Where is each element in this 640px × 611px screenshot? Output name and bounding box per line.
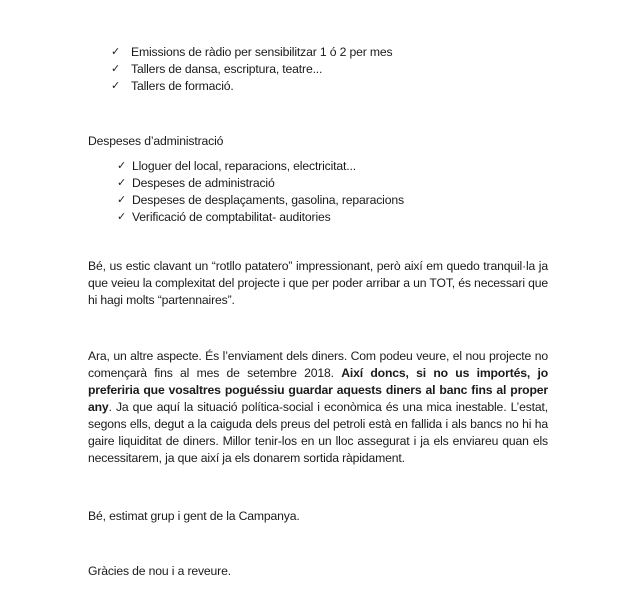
admin-expenses-heading: Despeses d’administració xyxy=(88,134,224,148)
paragraph-text: . Ja que aquí la situació política-social i econòmica és una mica inestable. L’estat, segons ells, degut a la caiguda dels preus del petroli està en fallida i als bancs no hi ha gaire liquiditat de diners. Millor tenir-los en un lloc assegurat i ja els enviareu quan els necessitarem, ja que així ja els donarem sortida ràpidament. xyxy=(88,400,548,465)
list-item-text: Despeses de desplaçaments, gasolina, reparacions xyxy=(132,193,404,207)
list-item-text: Lloguer del local, reparacions, electricitat... xyxy=(132,159,356,173)
checkmark-icon: ✓ xyxy=(117,160,127,172)
list-item-text: Verificació de comptabilitat- auditories xyxy=(132,210,331,224)
list-item-text: Tallers de formació. xyxy=(131,79,234,93)
list-item-text: Emissions de ràdio per sensibilitzar 1 ó 2 per mes xyxy=(131,45,393,59)
checkmark-icon: ✓ xyxy=(117,194,127,206)
checkmark-icon: ✓ xyxy=(117,211,127,223)
checkmark-icon: ✓ xyxy=(111,46,121,58)
checkmark-icon: ✓ xyxy=(117,177,127,189)
paragraph-greeting: Bé, estimat grup i gent de la Campanya. xyxy=(88,509,300,523)
paragraph-text: Ara, un altre aspecte. És l’enviament dels diners. Com podeu veure, el nou projecte no començarà fins al mes de setembre 2018. xyxy=(88,349,548,380)
paragraph-closing: Gràcies de nou i a reveure. xyxy=(88,564,231,578)
checkmark-icon: ✓ xyxy=(111,80,121,92)
bold-request-text: Així doncs, si no us importés, jo preferiria que vosaltres poguéssiu guardar aquests diners al banc fins al proper any xyxy=(88,366,548,414)
list-item-text: Despeses de administració xyxy=(132,176,275,190)
list-item-text: Tallers de dansa, escriptura, teatre... xyxy=(131,62,323,76)
paragraph-complexity: Bé, us estic clavant un “rotllo patatero” impressionant, però així em quedo tranquil·la ja que veieu la complexitat del projecte i que per poder arribar a un TOT, és necessari que hi hagi molts “partennaires”. xyxy=(88,259,548,307)
checkmark-icon: ✓ xyxy=(111,63,121,75)
paragraph-money-transfer xyxy=(88,348,548,467)
